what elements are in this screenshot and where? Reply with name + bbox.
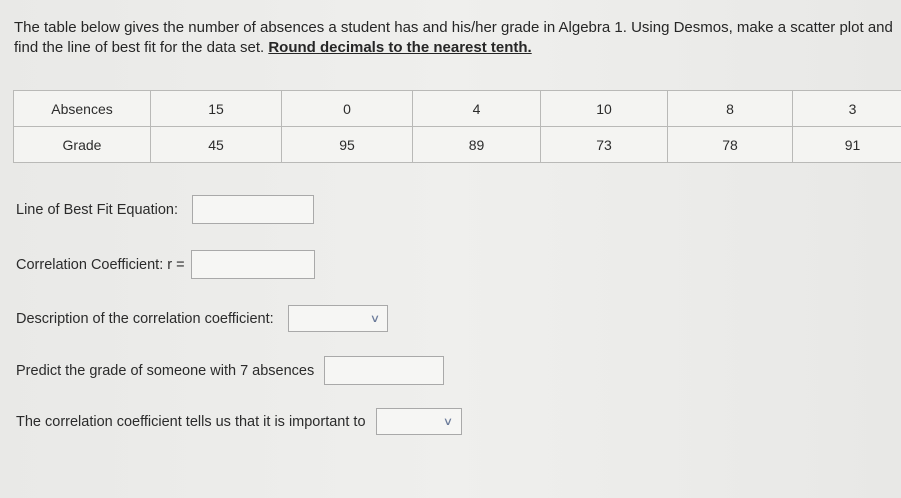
question-important [16, 408, 462, 435]
question-correlation [16, 250, 315, 279]
table-cell: 8 [668, 91, 793, 127]
chevron-down-icon: ∨ [443, 416, 454, 428]
important-dropdown[interactable] [376, 408, 462, 435]
predict-input[interactable] [324, 356, 444, 385]
description-label: Description of the correlation coefficient: [16, 310, 274, 327]
instructions-text [14, 18, 894, 58]
table-cell: 89 [413, 127, 541, 163]
table-row-absences [14, 91, 901, 127]
table-cell: 78 [668, 127, 793, 163]
table-cell: 4 [413, 91, 541, 127]
question-best-fit [16, 195, 314, 224]
r-equals-label: r = [167, 256, 185, 273]
chevron-down-icon: ∨ [369, 313, 380, 325]
best-fit-input[interactable] [192, 195, 314, 224]
table-cell: 10 [541, 91, 668, 127]
correlation-label: Correlation Coefficient: [16, 256, 164, 273]
table-cell: 45 [151, 127, 282, 163]
table-row-grade [14, 127, 901, 163]
row-header-absences: Absences [14, 91, 151, 127]
table-cell: 3 [793, 91, 901, 127]
instructions-line1: The table below gives the number of absences a student has and his/her grade in Algebra 1. Using Desmos, make a scatter plot and [14, 19, 893, 36]
correlation-input[interactable] [191, 250, 315, 279]
instructions-line2: find the line of best fit for the data set. [14, 39, 269, 56]
rounding-note: Round decimals to the nearest tenth. [268, 39, 532, 56]
important-label: The correlation coefficient tells us that it is important to [16, 413, 366, 430]
best-fit-label: Line of Best Fit Equation: [16, 201, 179, 218]
predict-label: Predict the grade of someone with 7 absences [16, 362, 315, 379]
row-header-grade: Grade [14, 127, 151, 163]
data-table [13, 90, 901, 163]
question-predict [16, 356, 444, 385]
table-cell: 15 [151, 91, 282, 127]
table-cell: 73 [541, 127, 668, 163]
table-cell: 95 [282, 127, 413, 163]
question-description [16, 305, 388, 332]
table-cell: 91 [793, 127, 901, 163]
description-dropdown[interactable] [288, 305, 388, 332]
table-cell: 0 [282, 91, 413, 127]
